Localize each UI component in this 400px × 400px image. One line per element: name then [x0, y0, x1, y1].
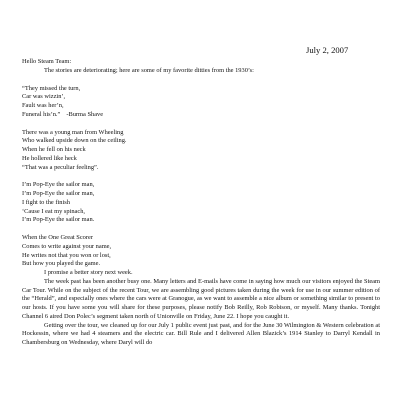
- stanza-line: There was a young man from Wheeling: [22, 128, 124, 136]
- stanza-line: He writes not that you won or lost,: [22, 251, 111, 259]
- letter-date: July 2, 2007: [306, 45, 349, 55]
- stanza-line: Comes to write against your name,: [22, 242, 112, 250]
- stanza-line: I fight to the finish: [22, 198, 70, 206]
- attribution: -Burma Shave: [66, 110, 104, 118]
- stanza-line: I’m Pop-Eye the sailor man.: [22, 216, 95, 224]
- promise-line: I promise a better story next week.: [44, 269, 133, 276]
- stanza-popeye: [22, 181, 380, 225]
- stanza-wheeling: [22, 129, 380, 173]
- stanza-line: Fault was her’n,: [22, 102, 64, 109]
- stanza-line: “They missed the turn,: [22, 84, 81, 92]
- greeting: Hello Steam Team:: [22, 58, 72, 65]
- stanza-line-text: Funeral his’n.”: [22, 110, 61, 118]
- stanza-line: I’m Pop-Eye the sailor man,: [22, 181, 95, 189]
- stanza-line: When the One Great Scorer: [22, 234, 93, 241]
- stanza-line: I’m Pop-Eye the sailor man,: [22, 190, 95, 197]
- stanza-great-scorer: [22, 234, 380, 269]
- stanza-burma-shave: [22, 85, 380, 120]
- stanza-line: ‘Cause I eat my spinach,: [22, 207, 85, 215]
- stanza-line: Car was wizzin’,: [22, 93, 66, 101]
- stanza-line: He hollered like heck: [22, 154, 77, 162]
- stanza-line-final: [22, 111, 380, 120]
- intro-paragraph: The stories are deteriorating; here are some of my favorite ditties from the 1930’s:: [44, 66, 254, 74]
- stanza-line: But how you played the game.: [22, 260, 101, 268]
- stanza-line: When he fell on his neck: [22, 146, 86, 153]
- stanza-line: Who walked upside down on the ceiling.: [22, 137, 127, 145]
- body-paragraph-tour: The week past has been another busy one. Many letters and E-mails have come in saying how much our visitors enjoyed the Steam Car Tour. While on the subject of the recent Tour, we are assembling good pictures taken during the week for use in our summer edition of the “Herald”, and especially ones where the cars were at Granogue, as we want to assemble a nice album or something similar to present to our hosts. If you have some you will share for these purposes, please notify Bob Reilly, Rob Robison, or myself. Many thanks. Tonight Channel 6 aired Don Polec’s segment taken north of Unionville on Friday, June 22. I hope you caught it.: [22, 277, 380, 320]
- stanza-line: “That was a peculiar feeling”.: [22, 163, 99, 171]
- letter-body: [22, 58, 380, 348]
- body-paragraph-events: Getting over the tour, we cleaned up for our July 1 public event just past, and for the June 30 Wilmington & Western celebration at Hockessin, where we had 4 steamers and the electric car. Bill Rule and I delivered Allen Blazick’s 1914 Stanley to Darryl Kendall in Chambersburg on Wednesday, where Daryl will do: [22, 321, 380, 346]
